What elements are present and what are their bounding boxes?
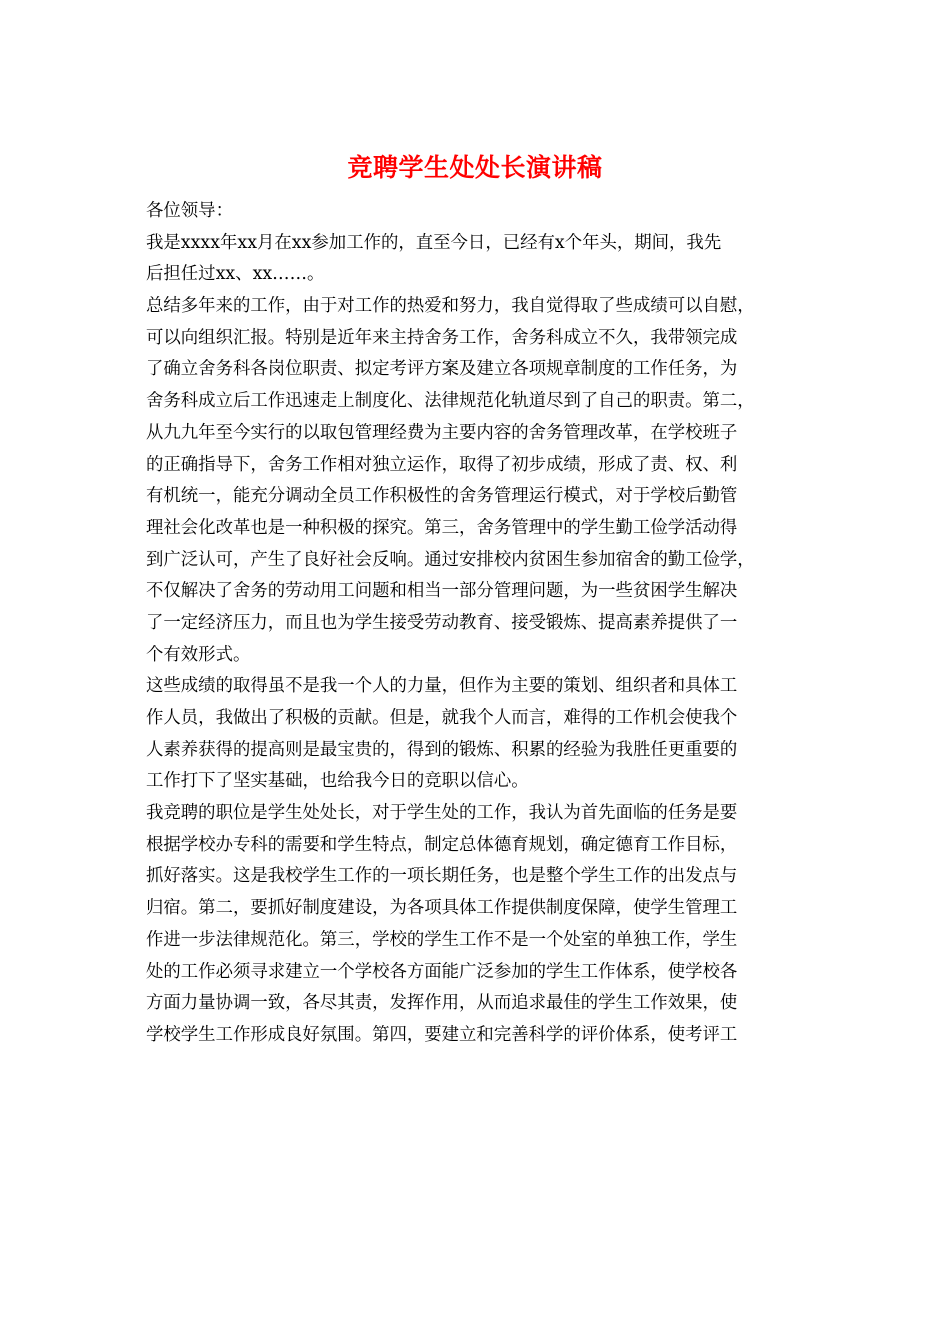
text-line: 后担任过xx、xx……。 [146,264,325,285]
text-line: 处的工作必须寻求建立一个学校各方面能广泛参加的学生工作体系，使学校各 [146,961,738,982]
text-line: 这些成绩的取得虽不是我一个人的力量，但作为主要的策划、组织者和具体工 [146,676,738,697]
document-body [146,196,818,1052]
text-line: 可以向组织汇报。特别是近年来主持舍务工作，舍务科成立不久，我带领完成 [146,327,738,348]
text-line: 作进一步法律规范化。第三，学校的学生工作不是一个处室的单独工作，学生 [146,929,738,950]
text-line: 人素养获得的提高则是最宝贵的，得到的锻炼、积累的经验为我胜任更重要的 [146,739,738,760]
text-line: 工作打下了坚实基础，也给我今日的竞职以信心。 [146,771,529,792]
document-title: 竞聘学生处处长演讲稿 [347,153,603,182]
text-line: 总结多年来的工作，由于对工作的热爱和努力，我自觉得取了些成绩可以自慰， [146,296,755,317]
text-line: 到广泛认可，产生了良好社会反响。通过安排校内贫困生参加宿舍的勤工俭学， [146,549,755,570]
text-line: 有机统一，能充分调动全员工作积极性的舍务管理运行模式，对于学校后勤管 [146,486,738,507]
text-line: 个有效形式。 [146,644,251,665]
text-line: 归宿。第二，要抓好制度建设，为各项具体工作提供制度保障，使学生管理工 [146,898,738,919]
text-line: 学校学生工作形成良好氛围。第四，要建立和完善科学的评价体系，使考评工 [146,1024,738,1045]
text-line: 作人员，我做出了积极的贡献。但是，就我个人而言，难得的工作机会使我个 [146,708,738,728]
text-line: 从九九年至今实行的以取包管理经费为主要内容的舍务管理改革，在学校班子 [146,422,738,443]
text-line: 我是xxxx年xx月在xx参加工作的，直至今日，已经有x个年头，期间，我先 [146,232,722,253]
text-line: 理社会化改革也是一种积极的探究。第三，舍务管理中的学生勤工俭学活动得 [146,517,738,538]
text-line: 根据学校办专科的需要和学生特点，制定总体德育规划，确定德育工作目标， [146,834,738,855]
text-line: 了确立舍务科各岗位职责、拟定考评方案及建立各项规章制度的工作任务，为 [146,359,738,380]
text-line: 我竞聘的职位是学生处处长，对于学生处的工作，我认为首先面临的任务是要 [146,803,738,824]
text-line: 的正确指导下，舍务工作相对独立运作，取得了初步成绩，形成了责、权、利 [146,454,738,475]
text-line: 抓好落实。这是我校学生工作的一项长期任务，也是整个学生工作的出发点与 [146,866,738,887]
text-line: 各位领导： [146,201,233,221]
text-line: 不仅解决了舍务的劳动用工问题和相当一部分管理问题，为一些贫困学生解决 [146,581,738,602]
text-line: 舍务科成立后工作迅速走上制度化、法律规范化轨道尽到了自己的职责。第二， [146,391,755,412]
text-line: 了一定经济压力，而且也为学生接受劳动教育、接受锻炼、提高素养提供了一 [146,612,738,633]
text-line: 方面力量协调一致，各尽其责，发挥作用，从而追求最佳的学生工作效果，使 [146,993,738,1014]
